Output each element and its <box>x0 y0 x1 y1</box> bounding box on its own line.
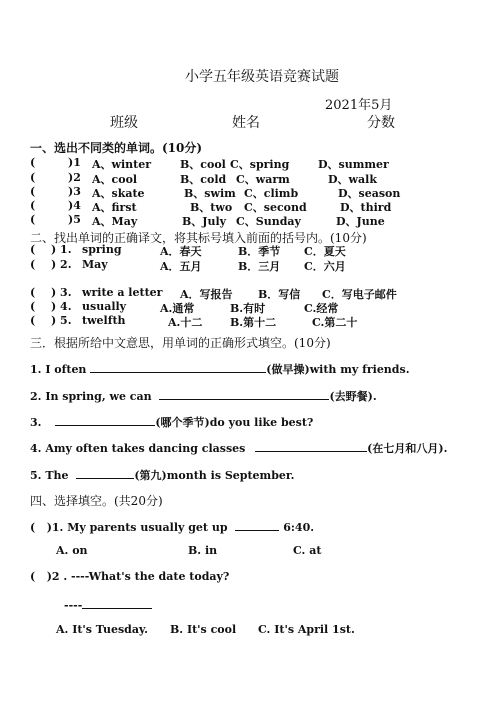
option-c: C．六月 <box>304 260 346 273</box>
option-c: C．夏天 <box>304 245 346 258</box>
option-b: B、cool <box>180 158 226 171</box>
word: write a letter <box>82 286 163 299</box>
option-c: C.第二十 <box>312 316 358 329</box>
question-number: ) 4. <box>51 300 72 313</box>
option-a: A．写报告 <box>180 288 233 301</box>
class-label: 班级 <box>110 115 138 131</box>
answer-blank[interactable] <box>82 596 152 609</box>
question-number: )4 <box>68 199 81 212</box>
name-label: 姓名 <box>232 115 260 131</box>
section4-question-2-answer <box>64 596 152 612</box>
option-a: A．春天 <box>160 245 202 258</box>
section4-heading: 四、选择填空。(共20分) <box>30 494 163 508</box>
section3-question-1 <box>30 360 410 377</box>
question-text: 4. Amy often takes dancing classes <box>30 442 246 455</box>
option-b: B．季节 <box>238 245 281 258</box>
section3-question-4 <box>30 439 447 456</box>
question-text: (第九)month is September. <box>134 469 295 482</box>
answer-paren[interactable]: ( <box>30 286 36 299</box>
section1-heading: 一、选出不同类的单词。(10分) <box>30 141 203 155</box>
option-c: C. at <box>293 544 322 557</box>
option-a: A.通常 <box>160 302 195 315</box>
option-b: B. It's cool <box>170 623 237 636</box>
question-text: 2. In spring, we can <box>30 390 152 403</box>
answer-paren[interactable]: ( <box>30 213 36 226</box>
option-c: C、second <box>244 201 307 214</box>
option-c: C、Sunday <box>236 215 301 228</box>
section3-heading: 三．根据所给中文意思，用单词的正确形式填空。(10分) <box>30 336 331 350</box>
question-text: (做早操)with my friends. <box>266 363 410 376</box>
option-d: D、summer <box>318 158 389 171</box>
answer-blank[interactable] <box>235 518 279 531</box>
answer-paren[interactable]: ( <box>30 199 36 212</box>
word: May <box>82 258 108 271</box>
answer-paren[interactable]: ( <box>30 314 36 327</box>
question-text: (去野餐). <box>329 390 377 403</box>
question-number: ) 1. <box>51 243 72 256</box>
answer-paren[interactable]: ( <box>30 300 36 313</box>
answer-paren[interactable]: ( <box>30 156 36 169</box>
option-d: D、third <box>340 201 392 214</box>
option-c: C.经常 <box>304 302 339 315</box>
option-a: A. It's Tuesday. <box>56 623 148 636</box>
answer-blank[interactable] <box>255 439 367 452</box>
option-d: D、June <box>336 215 385 228</box>
option-a: A、winter <box>92 158 152 171</box>
answer-paren[interactable]: ( <box>30 185 36 198</box>
option-b: B、cold <box>180 173 227 186</box>
question-text: (在七月和八月). <box>367 442 448 455</box>
section4-question-2: ( )2 . ----What's the date today? <box>30 570 230 583</box>
question-number: ) 5. <box>51 314 72 327</box>
option-c: C．写电子邮件 <box>322 288 397 301</box>
section3-question-2 <box>30 387 377 404</box>
section2-heading: 二、找出单词的正确译文，将其标号填入前面的括号内。(10分) <box>30 231 367 245</box>
exam-title: 小学五年级英语竞赛试题 <box>185 69 339 85</box>
question-number: )1 <box>68 156 81 169</box>
section3-question-3 <box>30 413 313 430</box>
answer-paren[interactable]: ( <box>30 243 36 256</box>
question-number: ) 2. <box>51 258 72 271</box>
score-label: 分数 <box>367 115 395 131</box>
section4-question-1 <box>30 518 314 534</box>
option-b: B.有时 <box>230 302 266 315</box>
dash-prefix: ---- <box>64 599 83 612</box>
question-number: )5 <box>68 213 81 226</box>
option-b: B、July <box>182 215 227 228</box>
section3-question-5 <box>30 466 295 483</box>
option-b: B、swim <box>184 187 236 200</box>
question-number: )3 <box>68 185 81 198</box>
option-a: A．五月 <box>160 260 202 273</box>
answer-blank[interactable] <box>90 360 266 373</box>
answer-blank[interactable] <box>159 387 329 400</box>
option-a: A、first <box>92 201 137 214</box>
answer-blank[interactable] <box>55 413 155 426</box>
question-text: 6:40. <box>283 521 315 534</box>
option-b: B.第十二 <box>230 316 277 329</box>
option-a: A、cool <box>92 173 138 186</box>
option-c: C、warm <box>236 173 290 186</box>
question-text: 3. <box>30 416 42 429</box>
option-a: A、skate <box>92 187 145 200</box>
question-text: (哪个季节)do you like best? <box>155 416 314 429</box>
option-c: C. It's April 1st. <box>258 623 355 636</box>
option-d: D、walk <box>328 173 377 186</box>
word: twelfth <box>82 314 126 327</box>
question-number: ) 3. <box>51 286 72 299</box>
option-b: B．三月 <box>238 260 281 273</box>
word: usually <box>82 300 127 313</box>
question-number: )2 <box>68 171 81 184</box>
answer-blank[interactable] <box>76 466 134 479</box>
question-text: ( )1. My parents usually get up <box>30 521 228 534</box>
word: spring <box>82 243 122 256</box>
option-a: A.十二 <box>168 316 203 329</box>
exam-date: 2021年5月 <box>325 98 393 113</box>
answer-paren[interactable]: ( <box>30 258 36 271</box>
option-a: A. on <box>56 544 88 557</box>
option-b: B、two <box>190 201 233 214</box>
answer-paren[interactable]: ( <box>30 171 36 184</box>
question-text: 5. The <box>30 469 69 482</box>
option-d: D、season <box>338 187 401 200</box>
option-c: C、climb <box>244 187 299 200</box>
option-b: B．写信 <box>258 288 301 301</box>
question-text: 1. I often <box>30 363 87 376</box>
option-c: C、spring <box>230 158 290 171</box>
option-a: A、May <box>92 215 138 228</box>
option-b: B. in <box>188 544 218 557</box>
